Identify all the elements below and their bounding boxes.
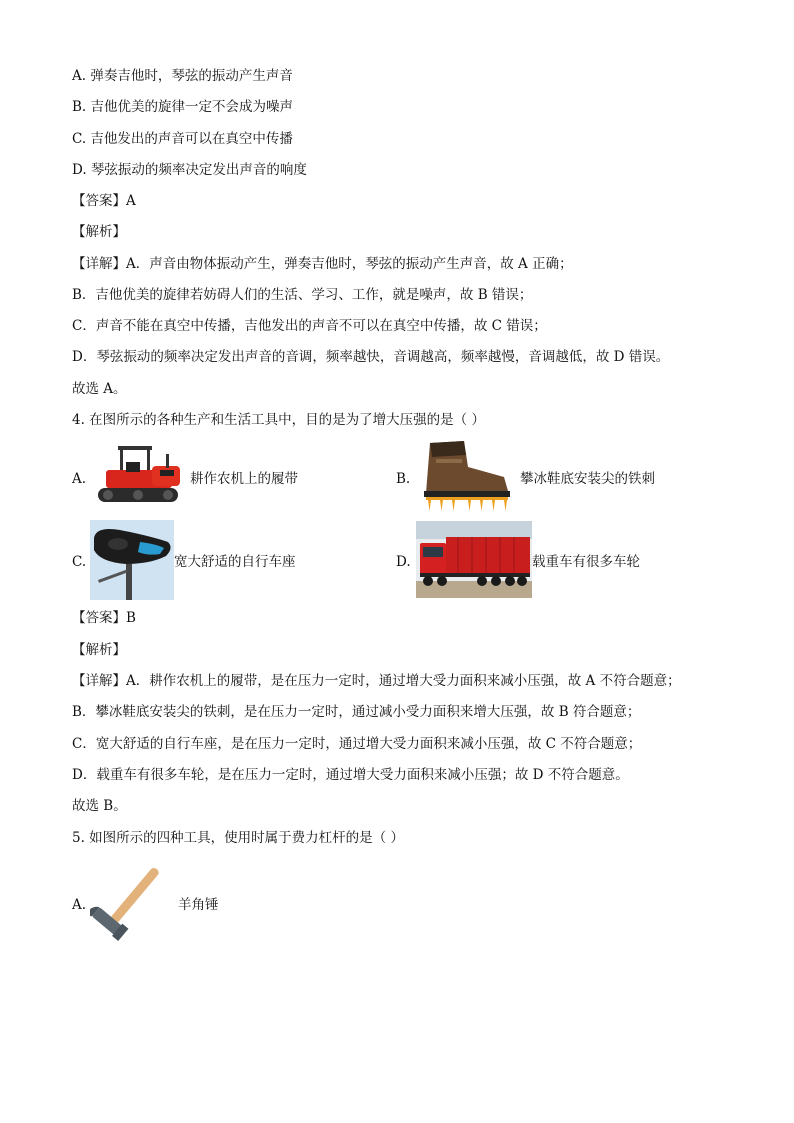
q4-option-b-letter: B. <box>396 471 411 487</box>
claw-hammer-image <box>90 862 174 944</box>
q3-analysis-label: 【解析】 <box>72 224 126 240</box>
q4-detail-2: B．攀冰鞋底安装尖的铁刺，是在压力一定时，通过减小受力面积来增大压强，故 B 符合题意； <box>72 704 641 720</box>
q4-answer: 【答案】B <box>72 610 136 626</box>
bicycle-seat-image <box>90 520 174 600</box>
q4-detail-3: C．宽大舒适的自行车座，是在压力一定时，通过增大受力面积来减小压强，故 C 不符合题意； <box>72 736 642 752</box>
q4-conclusion: 故选 B。 <box>72 798 127 814</box>
q3-answer: 【答案】A <box>72 193 136 209</box>
q4-detail-4: D．载重车有很多车轮，是在压力一定时，通过增大受力面积来减小压强；故 D 不符合题意。 <box>72 767 629 783</box>
crampon-boot-image <box>416 437 516 517</box>
q3-detail-1: 【详解】A．声音由物体振动产生，弹奏吉他时，琴弦的振动产生声音，故 A 正确； <box>72 256 573 272</box>
q3-detail-3: C．声音不能在真空中传播，吉他发出的声音不可以在真空中传播，故 C 错误； <box>72 318 547 334</box>
q3-option-a: A. 弹奏吉他时，琴弦的振动产生声音 <box>72 68 293 84</box>
q4-option-d-letter: D. <box>396 554 411 570</box>
q4-option-d-text: 载重车有很多车轮 <box>532 554 640 570</box>
q3-detail-2: B．吉他优美的旋律若妨碍人们的生活、学习、工作，就是噪声，故 B 错误； <box>72 287 533 303</box>
q4-detail-1: 【详解】A．耕作农机上的履带，是在压力一定时，通过增大受力面积来减小压强，故 A 不符合题意； <box>72 673 681 689</box>
q4-analysis-label: 【解析】 <box>72 642 126 658</box>
q4-stem: 4. 在图所示的各种生产和生活工具中，目的是为了增大压强的是（ ） <box>72 412 485 428</box>
q4-option-b-text: 攀冰鞋底安装尖的铁刺 <box>520 471 655 487</box>
q5-option-a-letter: A. <box>72 897 87 913</box>
tractor-image <box>90 440 186 512</box>
q5-stem: 5. 如图所示的四种工具，使用时属于费力杠杆的是（ ） <box>72 830 404 846</box>
q4-option-a-text: 耕作农机上的履带 <box>190 471 298 487</box>
q3-option-d: D. 琴弦振动的频率决定发出声音的响度 <box>72 162 307 178</box>
q4-option-c-letter: C. <box>72 554 87 570</box>
q3-detail-4: D．琴弦振动的频率决定发出声音的音调，频率越快，音调越高，频率越慢，音调越低，故 D 错误。 <box>72 349 670 365</box>
q3-option-c: C. 吉他发出的声音可以在真空中传播 <box>72 131 293 147</box>
q5-option-a-text: 羊角锤 <box>178 897 219 913</box>
truck-image <box>416 521 532 598</box>
q4-option-c-text: 宽大舒适的自行车座 <box>174 554 296 570</box>
q3-conclusion: 故选 A。 <box>72 381 127 397</box>
q4-option-a-letter: A. <box>72 471 87 487</box>
q3-option-b: B. 吉他优美的旋律一定不会成为噪声 <box>72 99 294 115</box>
